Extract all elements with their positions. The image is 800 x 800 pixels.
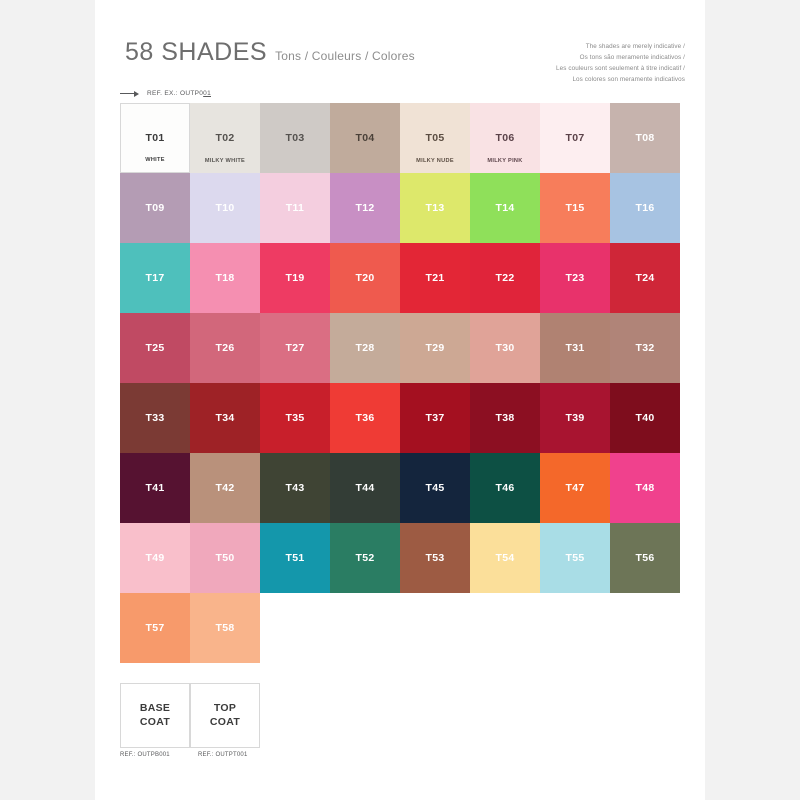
shade-swatch[interactable] <box>120 383 190 453</box>
arrow-right-icon <box>120 90 142 97</box>
shade-code: T43 <box>285 481 305 494</box>
shade-code: T04 <box>355 131 375 144</box>
shade-swatch[interactable] <box>120 453 190 523</box>
shade-swatch[interactable] <box>470 523 540 593</box>
shade-code: T25 <box>145 341 165 354</box>
shade-swatch[interactable] <box>540 173 610 243</box>
coat-label-line2: COAT <box>139 715 171 728</box>
shade-swatch[interactable] <box>190 383 260 453</box>
shade-swatch[interactable] <box>330 453 400 523</box>
shade-code: T14 <box>495 201 515 214</box>
shade-swatch[interactable] <box>470 243 540 313</box>
shade-swatch[interactable] <box>540 103 610 173</box>
shade-swatch[interactable] <box>260 523 330 593</box>
coat-reference: REF.: OUTPT001 <box>198 752 248 758</box>
shade-code: T15 <box>565 201 585 214</box>
shade-code: T48 <box>635 481 655 494</box>
shade-swatch[interactable] <box>260 103 330 173</box>
shade-code: T03 <box>285 131 305 144</box>
shade-code: T01 <box>145 131 165 144</box>
reference-example-label: REF. EX.: OUTP0 <box>147 90 204 97</box>
shade-code: T17 <box>145 271 165 284</box>
shade-swatch[interactable] <box>400 173 470 243</box>
shade-code: T06 <box>495 131 515 144</box>
shade-swatch[interactable] <box>260 313 330 383</box>
disclaimer-block <box>556 41 685 85</box>
disclaimer-line-4: Los colores son meramente indicativos <box>572 76 685 84</box>
shade-swatch[interactable] <box>260 173 330 243</box>
shade-code: T46 <box>495 481 515 494</box>
shade-name: MILKY WHITE <box>204 158 246 164</box>
shade-code: T08 <box>635 131 655 144</box>
shade-swatch[interactable] <box>610 383 680 453</box>
shade-swatch[interactable] <box>610 243 680 313</box>
shade-card-sheet <box>95 0 705 800</box>
shade-code: T19 <box>285 271 305 284</box>
shade-swatch[interactable] <box>610 453 680 523</box>
shade-swatch[interactable] <box>190 593 260 663</box>
shade-swatch[interactable] <box>260 383 330 453</box>
shade-swatch[interactable] <box>190 523 260 593</box>
shade-swatch[interactable] <box>190 243 260 313</box>
shade-code: T33 <box>145 411 165 424</box>
shade-code: T29 <box>425 341 445 354</box>
shade-swatch[interactable] <box>120 103 190 173</box>
shade-code: T11 <box>285 201 305 214</box>
coat-label-line2: COAT <box>209 715 241 728</box>
shade-swatch[interactable] <box>400 243 470 313</box>
coat-label-line1: BASE <box>139 702 171 715</box>
shade-swatch[interactable] <box>470 313 540 383</box>
shade-swatch[interactable] <box>610 523 680 593</box>
shade-swatch[interactable] <box>330 313 400 383</box>
shade-swatch[interactable] <box>540 243 610 313</box>
shade-code: T52 <box>355 551 375 564</box>
shade-swatch[interactable] <box>400 313 470 383</box>
coat-swatch[interactable] <box>190 683 260 748</box>
coat-swatch[interactable] <box>120 683 190 748</box>
shade-swatch[interactable] <box>400 453 470 523</box>
shade-swatch[interactable] <box>190 173 260 243</box>
shade-code: T20 <box>355 271 375 284</box>
shade-code: T16 <box>635 201 655 214</box>
shade-code: T37 <box>425 411 445 424</box>
shade-swatch[interactable] <box>190 313 260 383</box>
reference-example-text <box>147 90 211 97</box>
shade-code: T45 <box>425 481 445 494</box>
shade-code: T53 <box>425 551 445 564</box>
shade-swatch[interactable] <box>470 103 540 173</box>
shade-swatch[interactable] <box>330 383 400 453</box>
disclaimer-line-2: Os tons são meramente indicativos / <box>579 54 685 62</box>
shade-code: T49 <box>145 551 165 564</box>
disclaimer-line-3: Les couleurs sont seulement à titre indicatif / <box>556 65 685 73</box>
shade-code: T02 <box>215 131 235 144</box>
shade-swatch[interactable] <box>470 453 540 523</box>
shade-code: T24 <box>635 271 655 284</box>
shade-code: T18 <box>215 271 235 284</box>
coat-reference: REF.: OUTPB001 <box>120 752 170 758</box>
shade-code: T07 <box>565 131 585 144</box>
shade-name: MILKY NUDE <box>416 158 454 164</box>
shade-code: T41 <box>145 481 165 494</box>
shade-swatch[interactable] <box>120 523 190 593</box>
shade-code: T47 <box>565 481 585 494</box>
shade-code: T10 <box>215 201 235 214</box>
coats-reference-row <box>120 752 276 758</box>
shade-swatch[interactable] <box>330 173 400 243</box>
shade-swatch[interactable] <box>120 313 190 383</box>
shade-code: T44 <box>355 481 375 494</box>
shade-swatch[interactable] <box>540 383 610 453</box>
shade-swatch[interactable] <box>610 173 680 243</box>
shade-swatch[interactable] <box>190 453 260 523</box>
shade-code: T38 <box>495 411 515 424</box>
shade-code: T21 <box>425 271 445 284</box>
shade-code: T22 <box>495 271 515 284</box>
shade-code: T57 <box>145 621 165 634</box>
shade-code: T32 <box>635 341 655 354</box>
shade-code: T40 <box>635 411 655 424</box>
shade-swatch[interactable] <box>540 453 610 523</box>
shade-swatch[interactable] <box>540 313 610 383</box>
shade-name: MILKY PINK <box>487 158 523 164</box>
shade-code: T09 <box>145 201 165 214</box>
shade-swatch[interactable] <box>400 103 470 173</box>
reference-example <box>120 90 211 97</box>
coats-row <box>120 683 260 748</box>
coat-label-line1: TOP <box>213 702 237 715</box>
shade-code: T05 <box>425 131 445 144</box>
shade-swatch[interactable] <box>610 313 680 383</box>
shade-swatch[interactable] <box>120 243 190 313</box>
shade-swatch[interactable] <box>610 103 680 173</box>
shade-code: T35 <box>285 411 305 424</box>
page-title: 58 SHADES <box>125 38 268 66</box>
shade-code: T27 <box>285 341 305 354</box>
shade-code: T56 <box>635 551 655 564</box>
disclaimer-line-1: The shades are merely indicative / <box>585 43 685 50</box>
shade-swatch[interactable] <box>260 453 330 523</box>
shade-code: T42 <box>215 481 235 494</box>
shade-swatch[interactable] <box>190 103 260 173</box>
header <box>125 38 685 88</box>
shade-swatch[interactable] <box>120 593 190 663</box>
shade-code: T28 <box>355 341 375 354</box>
shade-code: T58 <box>215 621 235 634</box>
shade-code: T36 <box>355 411 375 424</box>
shade-code: T30 <box>495 341 515 354</box>
shade-code: T50 <box>215 551 235 564</box>
shade-code: T51 <box>285 551 305 564</box>
shade-swatch[interactable] <box>330 243 400 313</box>
shade-code: T34 <box>215 411 235 424</box>
shade-name: WHITE <box>145 157 165 163</box>
shade-code: T12 <box>355 201 375 214</box>
shade-code: T13 <box>425 201 445 214</box>
shade-swatch[interactable] <box>470 383 540 453</box>
shade-code: T54 <box>495 551 515 564</box>
shade-code: T23 <box>565 271 585 284</box>
shade-code: T26 <box>215 341 235 354</box>
reference-example-suffix: 01 <box>203 90 211 97</box>
shade-code: T55 <box>565 551 585 564</box>
shade-swatch[interactable] <box>470 173 540 243</box>
shade-swatch[interactable] <box>120 173 190 243</box>
shade-grid <box>120 103 680 663</box>
shade-code: T39 <box>565 411 585 424</box>
shade-swatch[interactable] <box>400 523 470 593</box>
shade-code: T31 <box>565 341 585 354</box>
shade-swatch[interactable] <box>540 523 610 593</box>
shade-swatch[interactable] <box>260 243 330 313</box>
page-subtitle: Tons / Couleurs / Colores <box>275 49 415 63</box>
shade-swatch[interactable] <box>330 523 400 593</box>
shade-swatch[interactable] <box>400 383 470 453</box>
shade-swatch[interactable] <box>330 103 400 173</box>
